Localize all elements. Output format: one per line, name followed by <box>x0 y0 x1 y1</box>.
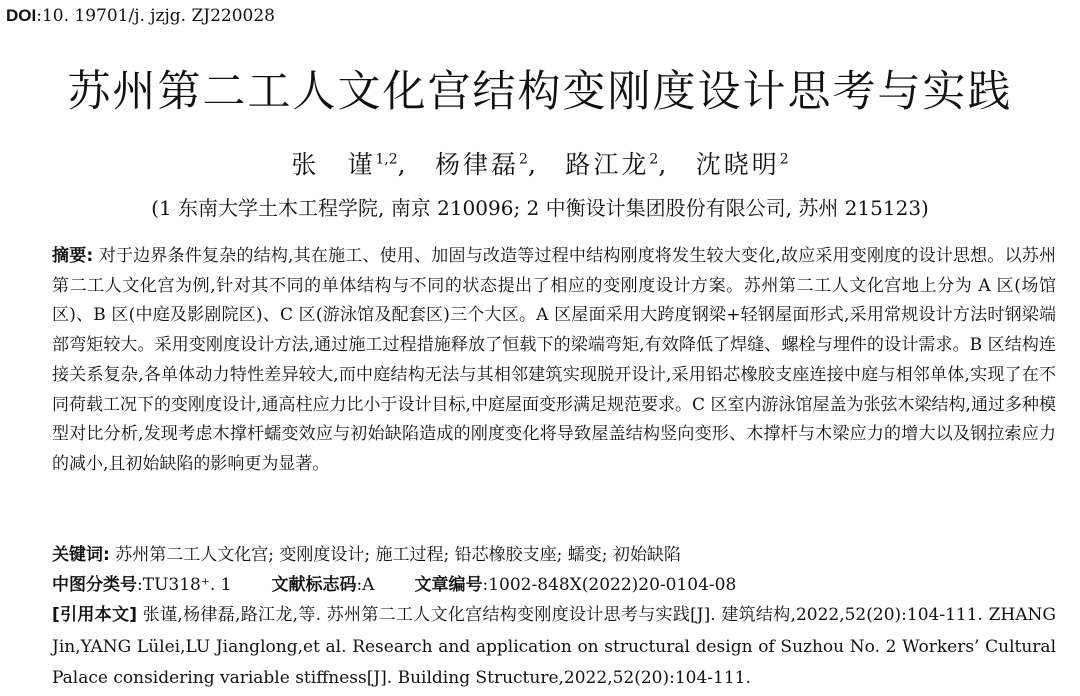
citation <box>52 600 1056 695</box>
keywords-text: 苏州第二工人文化宫; 变刚度设计; 施工过程; 铅芯橡胶支座; 蠕变; 初始缺陷 <box>109 545 681 565</box>
article-number-value: :1002-848X(2022)20-0104-08 <box>482 575 737 595</box>
affiliations: (1 东南大学土木工程学院, 南京 210096; 2 中衡设计集团股份有限公司, 苏州 215123) <box>151 196 929 220</box>
clc-label: 中图分类号 <box>52 575 137 595</box>
keywords <box>52 540 681 565</box>
author-list: 张 谨$^{1,2}$, 杨律磊$^2$, 路江龙$^2$, 沈晓明$^2$ <box>291 150 789 179</box>
author-affiliation-marker: 2 <box>779 151 789 168</box>
author-name: 杨律磊 <box>435 150 520 179</box>
author-name: 张 谨 <box>291 150 376 179</box>
author-affiliation-marker: 2 <box>519 151 528 168</box>
article-number-label: 文章编号 <box>414 575 483 595</box>
doi-label: DOI <box>6 6 37 25</box>
author-affiliation-marker: 1,2 <box>375 151 398 168</box>
doc-code-label: 文献标志码 <box>271 575 357 595</box>
clc-value: :TU318⁺. 1 <box>137 575 232 595</box>
abstract <box>52 242 1056 480</box>
abstract-text: 对于边界条件复杂的结构,其在施工、使用、加固与改造等过程中结构刚度将发生较大变化,故应采用变刚度的设计思想。以苏州第二工人文化宫为例,针对其不同的单体结构与不同的状态提出了相应的变刚度设计方案。苏州第二工人文化宫地上分为 A 区(场馆区)、B 区(中庭及影剧院区)、C 区(游泳馆及配套区)三个大区。A 区屋面采用大跨度钢梁+轻钢屋面形式,采用常规设计方法时钢梁端部弯矩较大。采用变刚度设计方法,通过施工过程措施释放了恒载下的梁端弯矩,有效降低了焊缝、螺栓与埋件的设计需求。B 区结构连接关系复杂,各单体动力特性差异较大,而中庭结构无法与其相邻建筑实现脱开设计,采用铅芯橡胶支座连接中庭与相邻单体,实现了在不同荷载工况下的变刚度设计,通高柱应力比小于设计目标,中庭屋面变形满足规范要求。C 区室内游泳馆屋盖为张弦木梁结构,通过多种模型对比分析,发现考虑木撑杆蠕变效应与初始缺陷造成的刚度变化将导致屋盖结构竖向变形、木撑杆与木梁应力的增大以及钢拉索应力的减小,且初始缺陷的影响更为显著。 <box>52 246 1056 474</box>
doc-code-value: :A <box>356 575 375 595</box>
classification-line <box>52 570 736 595</box>
author-affiliation-marker: 2 <box>649 151 659 168</box>
citation-text: 张谨,杨律磊,路江龙,等. 苏州第二工人文化宫结构变刚度设计思考与实践[J]. 建筑结构,2022,52(20):104-111. ZHANG Jin,YANG Lülei,LU Jianglong,et al. Research and application on structural design of Suzhou No. 2 Workers’ Cultural Palace considering variable stiffness[J]. Building Structure,2022,52(20):104-111. <box>52 605 1056 688</box>
paper-title: 苏州第二工人文化宫结构变刚度设计思考与实践 <box>67 67 1013 117</box>
abstract-label: 摘要: <box>52 246 94 266</box>
author-name: 沈晓明 <box>695 150 780 179</box>
doi-value: :10. 19701/j. jzjg. ZJ220028 <box>36 6 275 26</box>
citation-label: [引用本文] <box>52 605 138 625</box>
author-name: 路江龙 <box>565 150 650 179</box>
keywords-label: 关键词: <box>52 545 110 565</box>
doi-line <box>6 6 275 26</box>
